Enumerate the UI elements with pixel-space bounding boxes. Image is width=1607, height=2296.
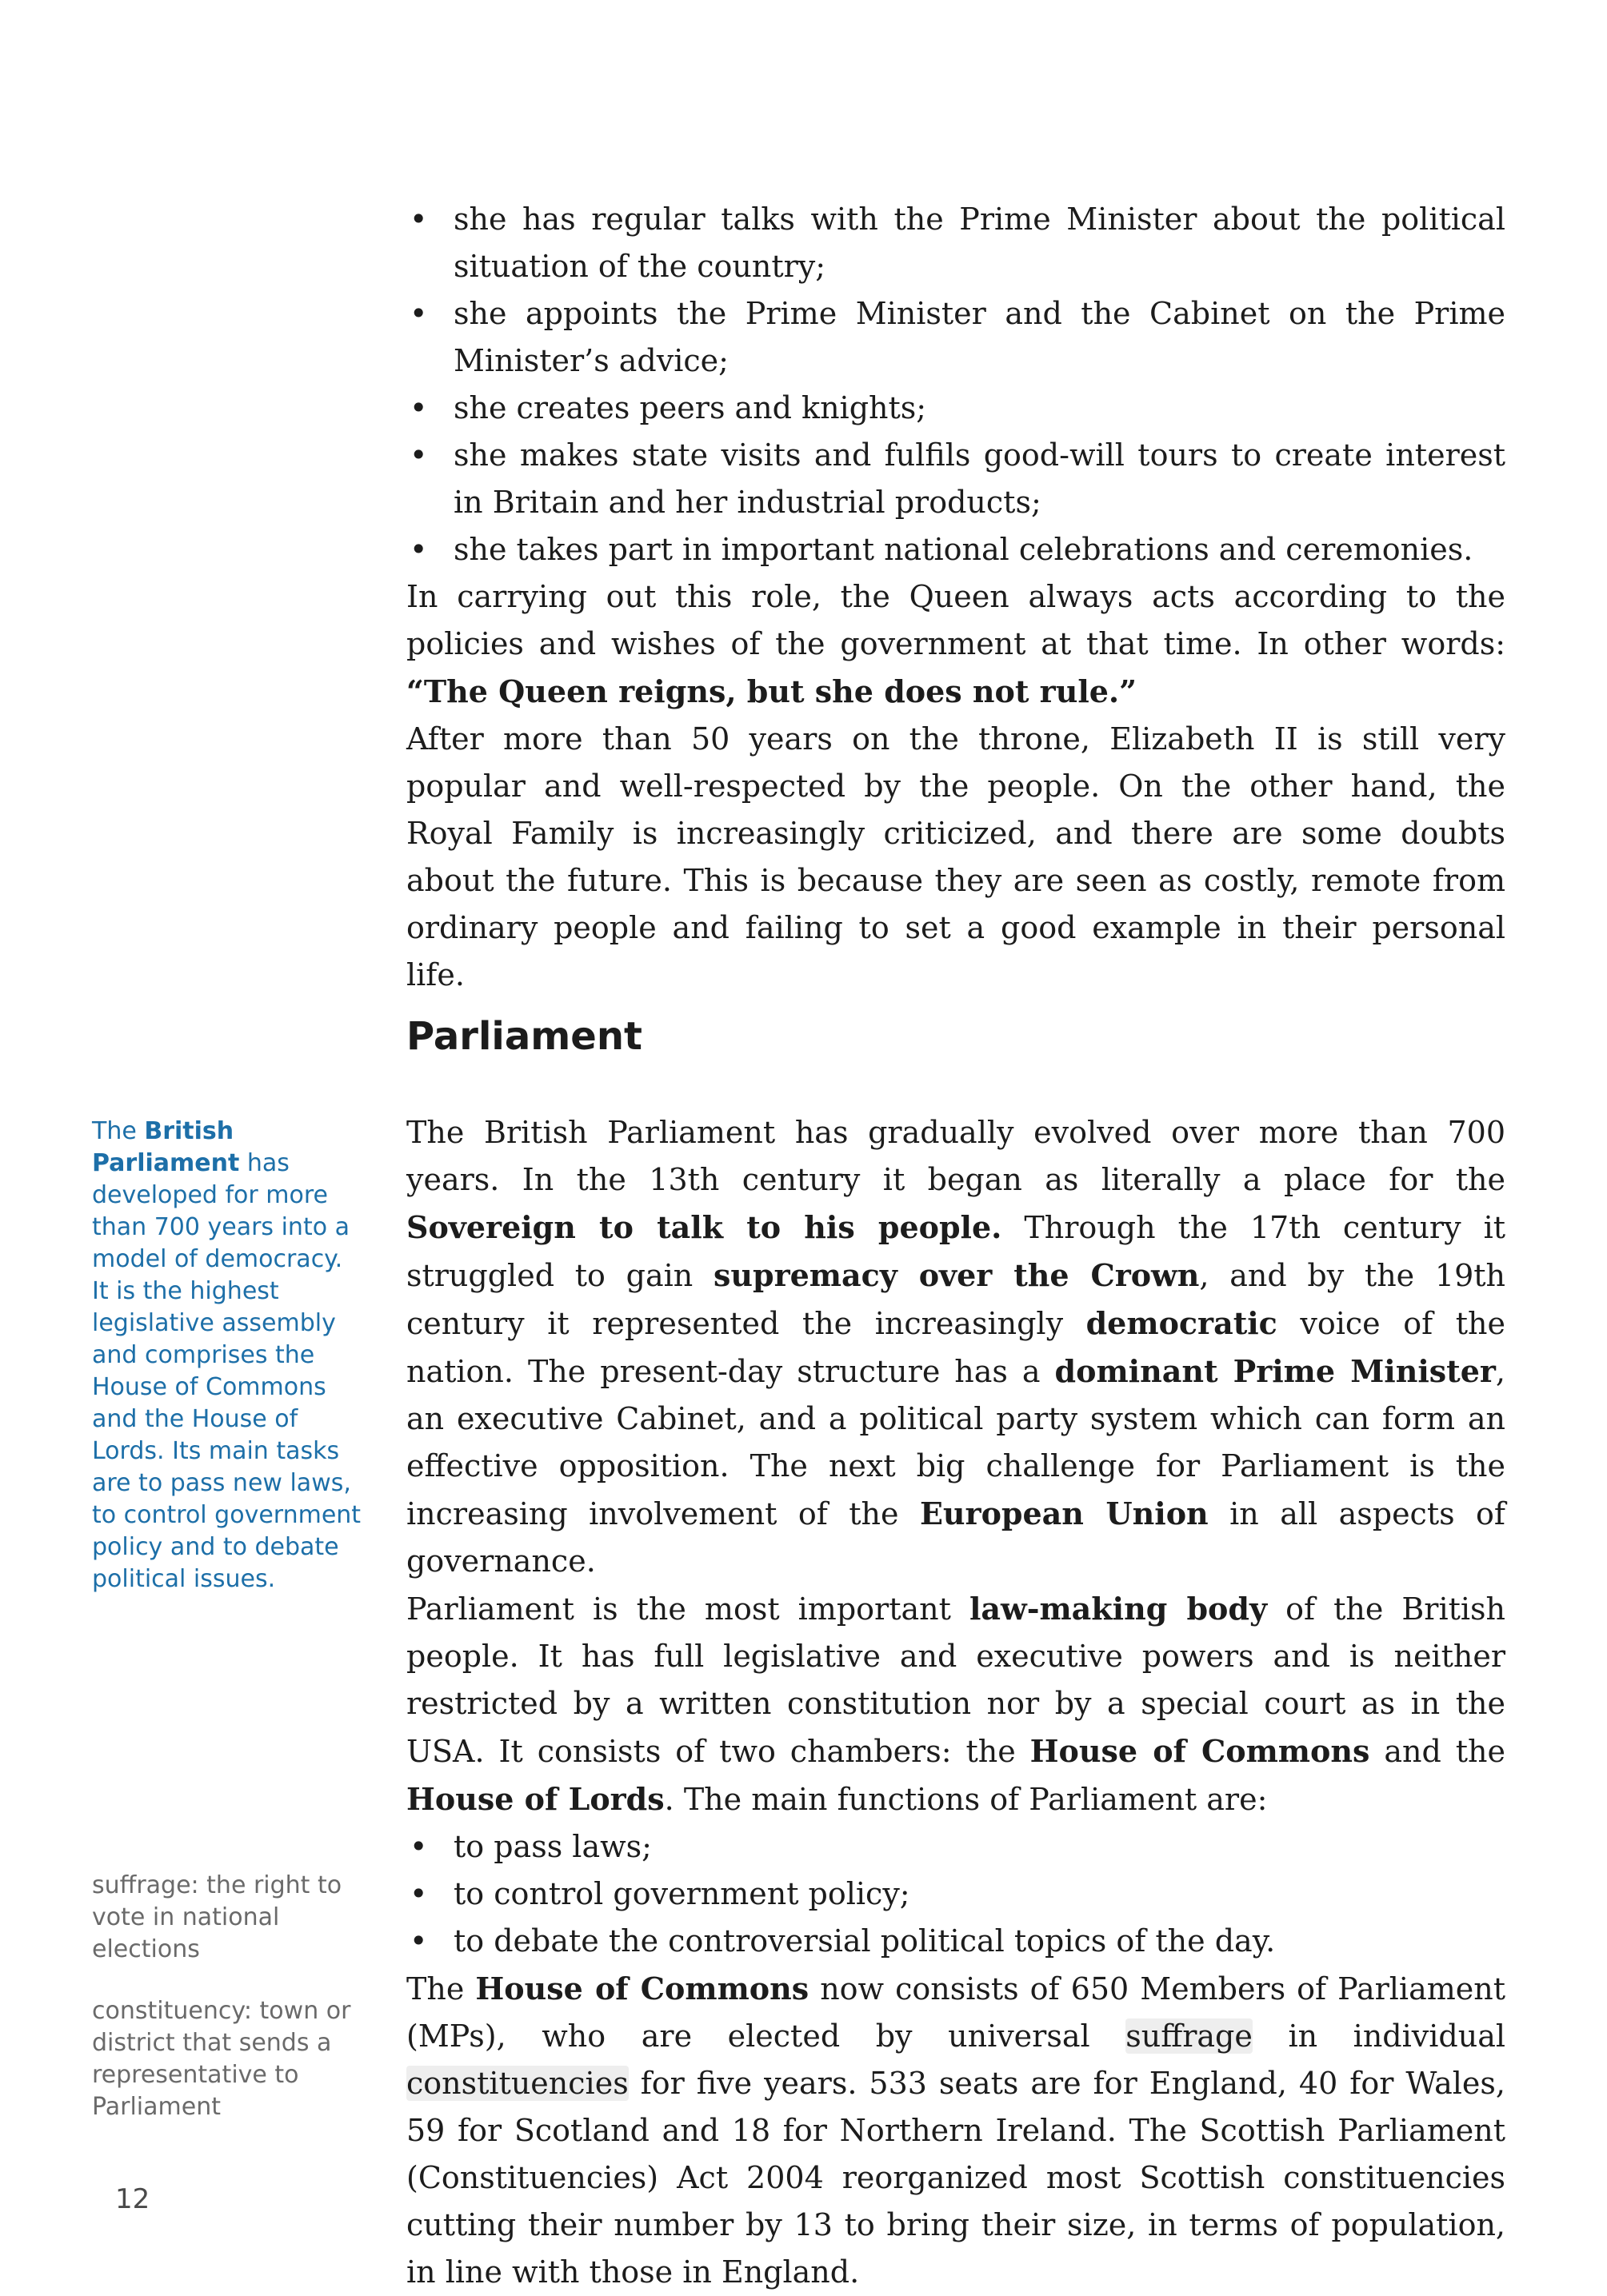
list-item: • she creates peers and knights;	[406, 385, 1505, 432]
glossary-term-constituencies: constituencies	[406, 2066, 629, 2101]
glossary-constituency: constituency: town or district that sends a representative to Parliament	[92, 1997, 351, 2121]
section-heading: Parliament	[406, 1014, 642, 1059]
parliament-text-block	[406, 1109, 1505, 2296]
glossary-term-suffrage: suffrage	[1125, 2018, 1253, 2054]
bullet-icon: •	[410, 390, 428, 425]
page-number: 12	[115, 2183, 150, 2215]
bullet-icon: •	[410, 1876, 428, 1911]
list-item: • she takes part in important national celebrations and ceremonies.	[406, 526, 1505, 573]
list-item: • to debate the controversial political topics of the day.	[406, 1918, 1505, 1965]
list-item: • to control government policy;	[406, 1871, 1505, 1918]
list-item: • she has regular talks with the Prime Minister about the political situation of the country;	[406, 196, 1505, 290]
list-item: • to pass laws;	[406, 1823, 1505, 1871]
bullet-icon: •	[410, 202, 428, 237]
royal-family-paragraph: After more than 50 years on the throne, Elizabeth II is still very popular and well-respected by the people. On the other hand, the Royal Family is increasingly criticized, and there are some doubts about the future. This is because they are seen as costly, remote from ordinary people and failing to set a good example in their personal life.	[406, 721, 1505, 992]
parliament-powers-paragraph: Parliament is the most important law-making body of the British people. It has full legislative and executive powers and is neither restricted by a written constitution nor by a special court as in the USA. It consists of two chambers: the House of Commons and the House of Lords. The main functions of Parliament are:	[406, 1591, 1505, 1817]
upper-text-block	[406, 196, 1505, 999]
list-item: • she appoints the Prime Minister and the Cabinet on the Prime Minister’s advice;	[406, 290, 1505, 385]
sidebar-summary-note: The British Parliament has developed for more than 700 years into a model of democracy. It is the highest legislative assembly and comprises the House of Commons and the House of Lords. Its main tasks are to pass new laws, to control government policy and to debate political issues.	[92, 1117, 362, 1593]
glossary-suffrage: suffrage: the right to vote in national elections	[92, 1871, 342, 1963]
bullet-icon: •	[410, 1829, 428, 1864]
parliament-history-paragraph: The British Parliament has gradually evolved over more than 700 years. In the 13th century it began as literally a place for the Sovereign to talk to his people. Through the 17th century it struggled to gain supremacy over the Crown, and by the 19th century it represented the increasingly democratic voice of the nation. The present-day structure has a dominant Prime Minister, an executive Cabinet, and a political party system which can form an effective opposition. The next big challenge for Parliament is the increasing involvement of the European Union in all aspects of governance.	[406, 1115, 1505, 1579]
list-item: • she makes state visits and fulfils good-will tours to create interest in Britain and her industrial products;	[406, 432, 1505, 526]
queen-role-paragraph: In carrying out this role, the Queen always acts according to the policies and wishes of the government at that time. In other words: “The Queen reigns, but she does not rule.”	[406, 579, 1505, 709]
bullet-icon: •	[410, 296, 428, 331]
bullet-icon: •	[410, 532, 428, 567]
bullet-icon: •	[410, 437, 428, 473]
bullet-icon: •	[410, 1923, 428, 1959]
queen-duties-list	[406, 196, 1505, 573]
parliament-functions-list	[406, 1823, 1505, 1965]
house-of-commons-paragraph: The House of Commons now consists of 650 Members of Parliament (MPs), who are elected by universal suffrage in individual constituencies for five years. 533 seats are for England, 40 for Wales, 59 for Scotland and 18 for Northern Ireland. The Scottish Parliament (Constituencies) Act 2004 reorganized most Scottish constituencies cutting their number by 13 to bring their size, in terms of population, in line with those in England.	[406, 1971, 1506, 2290]
